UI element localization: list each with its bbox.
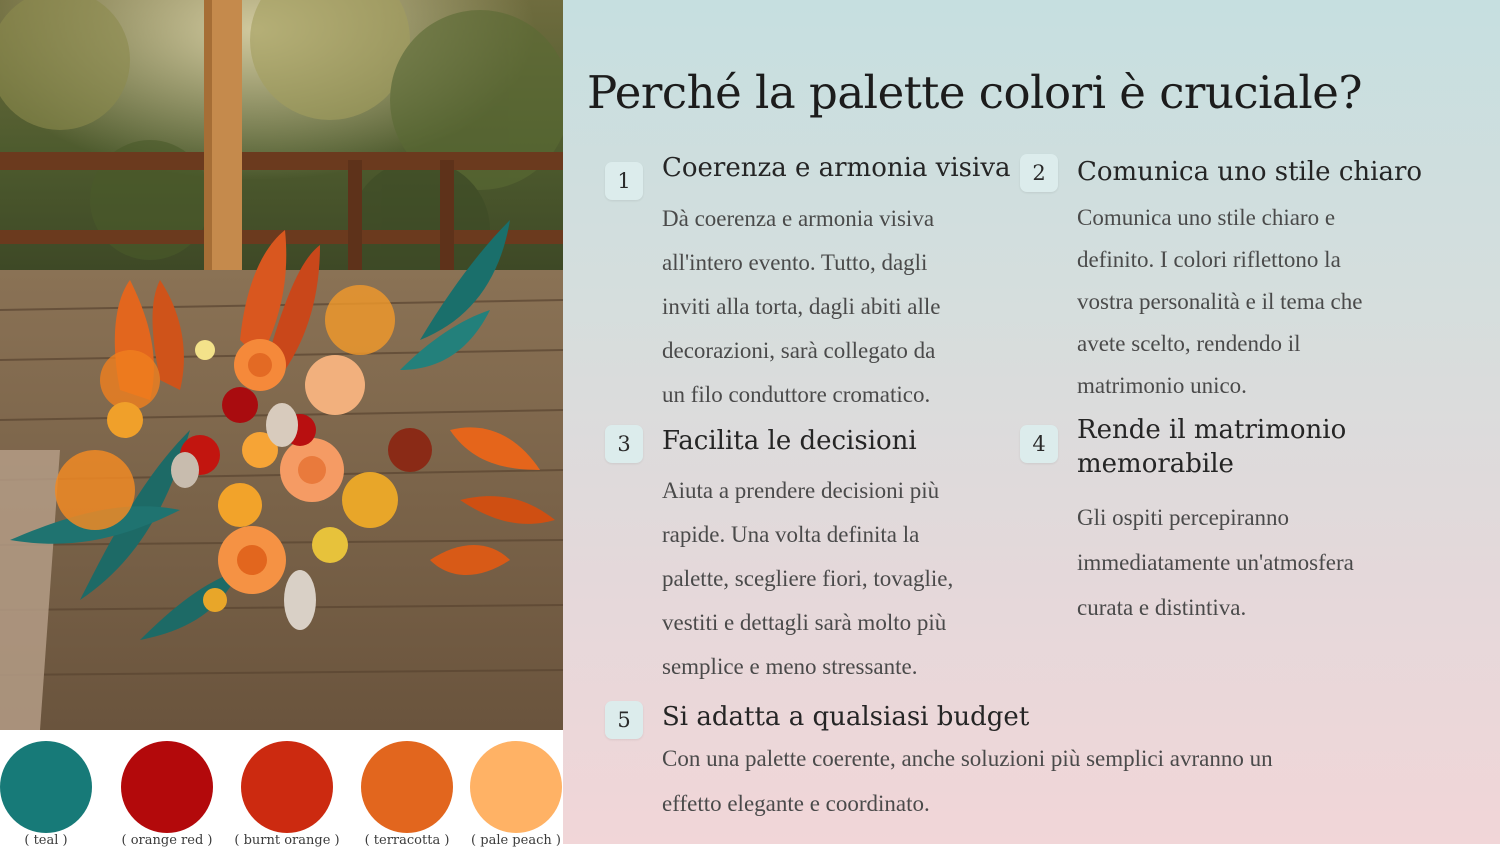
point-4-line: immediatamente un'atmosfera [1077, 550, 1354, 575]
point-2-line: avete scelto, rendendo il [1077, 331, 1301, 356]
swatch-label-burnt-orange: ( burnt orange ) [234, 833, 340, 848]
point-body-3 [662, 469, 953, 689]
point-heading-2: Comunica uno stile chiaro [1077, 157, 1423, 187]
swatch-burnt-orange [241, 741, 333, 833]
content-panel [563, 0, 1500, 844]
point-number-5: 5 [605, 701, 643, 739]
point-4-heading-line: Rende il matrimonio [1077, 415, 1347, 445]
point-3-line: rapide. Una volta definita la [662, 522, 920, 547]
point-1-line: all'intero evento. Tutto, dagli [662, 250, 928, 275]
point-heading-4 [1077, 413, 1346, 481]
point-2-line: vostra personalità e il tema che [1077, 289, 1363, 314]
bouquet-photo [0, 0, 563, 730]
swatch-teal [0, 741, 92, 833]
point-body-1 [662, 197, 940, 417]
point-body-4 [1077, 495, 1354, 630]
point-body-2 [1077, 197, 1362, 407]
point-4-line: Gli ospiti percepiranno [1077, 505, 1290, 530]
point-3-line: Aiuta a prendere decisioni più [662, 478, 940, 503]
point-heading-5: Si adatta a qualsiasi budget [662, 702, 1030, 732]
point-3-line: palette, scegliere fiori, tovaglie, [662, 566, 954, 591]
swatch-orange-red [121, 741, 213, 833]
point-number-1: 1 [605, 162, 643, 200]
point-1-line: decorazioni, sarà collegato da [662, 338, 936, 363]
point-5-line: Con una palette coerente, anche soluzioni più semplici avranno un [662, 746, 1273, 771]
point-2-line: matrimonio unico. [1077, 373, 1247, 398]
point-4-line: curata e distintiva. [1077, 595, 1247, 620]
swatch-label-terracotta: ( terracotta ) [364, 833, 450, 848]
point-3-line: vestiti e dettagli sarà molto più [662, 610, 947, 635]
point-number-3: 3 [605, 425, 643, 463]
point-1-line: inviti alla torta, dagli abiti alle [662, 294, 941, 319]
swatch-label-teal: ( teal ) [24, 833, 68, 848]
point-number-4: 4 [1020, 425, 1058, 463]
point-2-line: definito. I colori riflettono la [1077, 247, 1341, 272]
swatch-terracotta [361, 741, 453, 833]
point-5-line: effetto elegante e coordinato. [662, 791, 930, 816]
point-1-line: un filo conduttore cromatico. [662, 382, 931, 407]
swatch-label-pale-peach: ( pale peach ) [471, 833, 561, 848]
point-heading-1: Coerenza e armonia visiva [662, 153, 1011, 183]
point-heading-3: Facilita le decisioni [662, 426, 917, 456]
page-title: Perché la palette colori è cruciale? [587, 66, 1362, 119]
point-2-line: Comunica uno stile chiaro e [1077, 205, 1336, 230]
point-1-line: Dà coerenza e armonia visiva [662, 206, 935, 231]
point-4-heading-line: memorabile [1077, 449, 1234, 479]
swatch-pale-peach [470, 741, 562, 833]
point-number-2: 2 [1020, 154, 1058, 192]
point-3-line: semplice e meno stressante. [662, 654, 918, 679]
point-body-5 [662, 736, 1273, 826]
swatch-label-orange-red: ( orange red ) [121, 833, 213, 848]
